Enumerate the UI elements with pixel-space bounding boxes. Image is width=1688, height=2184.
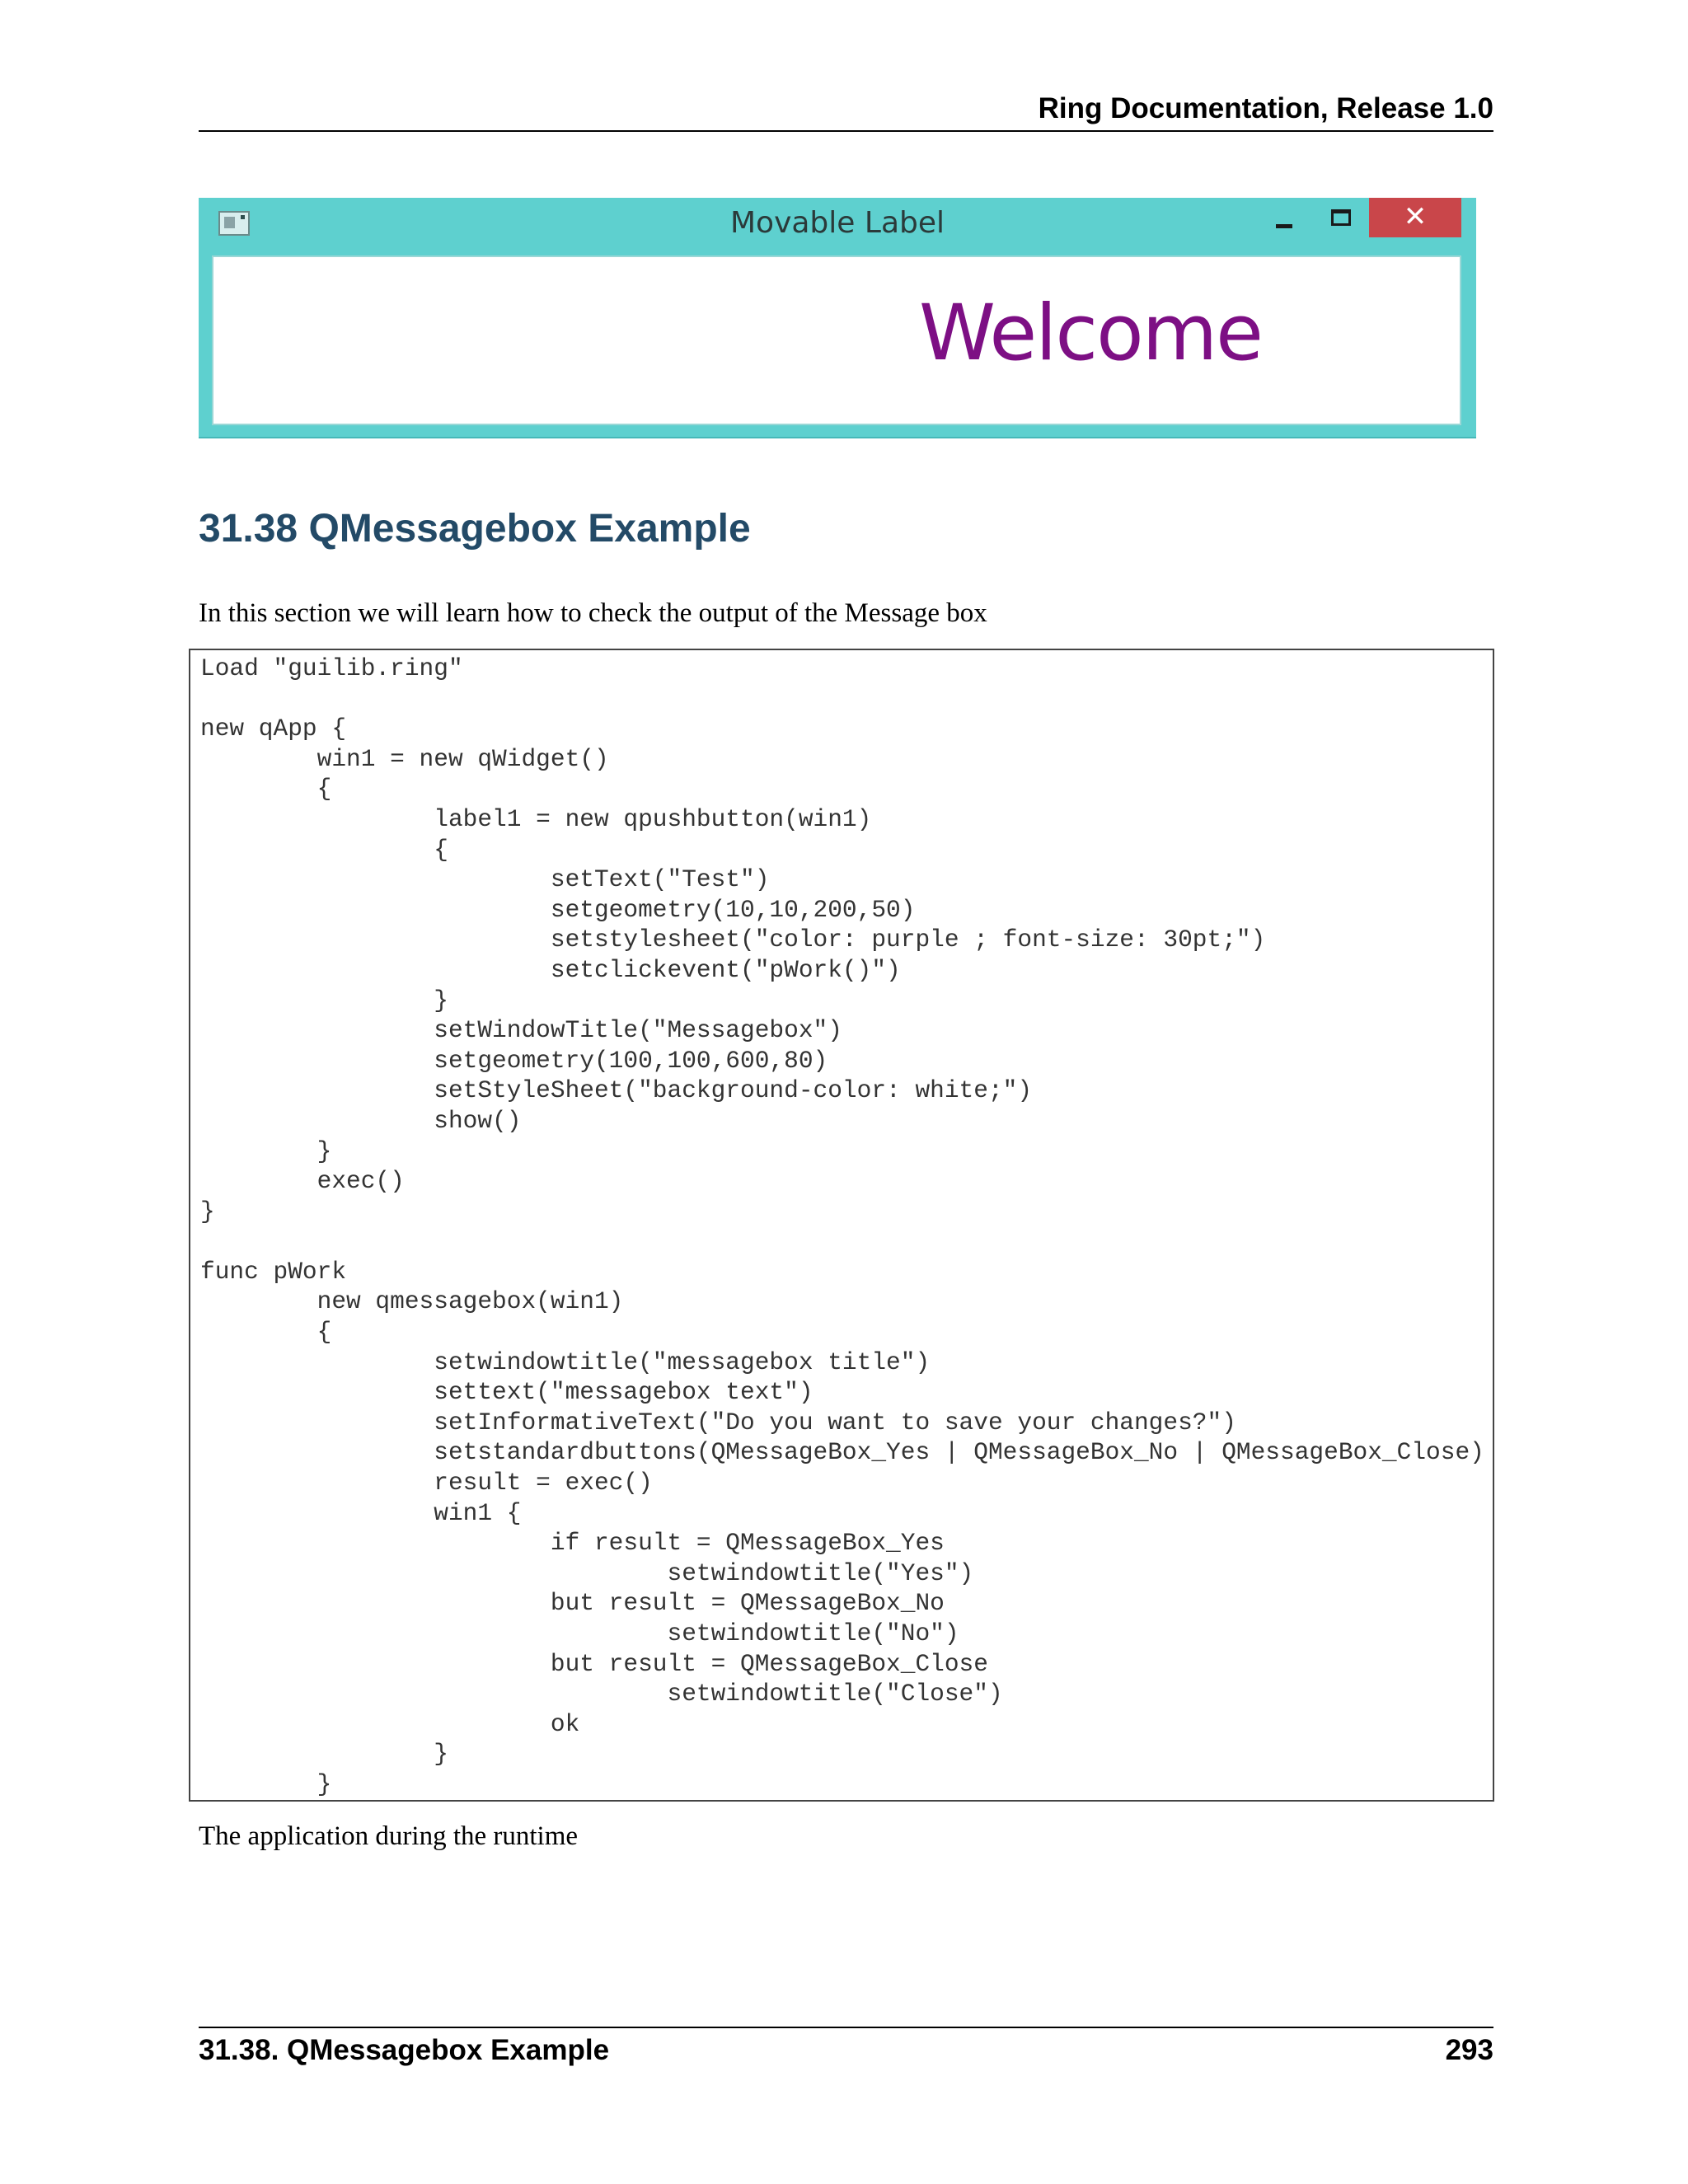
header-rule (199, 130, 1493, 132)
footer-rule (199, 2027, 1493, 2028)
minimize-icon (1276, 224, 1292, 228)
window-title: Movable Label (729, 206, 945, 240)
section-title: 31.38 QMessagebox Example (199, 507, 751, 551)
code-listing: Load "guilib.ring" new qApp { win1 = new qWidget() { label1 = new qpushbutton(win1) { setText("Test") setgeometry(10,10,200,50) setstylesheet("color: purple ; font-size: 30pt;") setclickevent("pWork()") } setWindowTitle("Messagebox") setgeometry(100,100,600,80) setStyleSheet("background-color: white;") show() } exec() } func pWork new qmessagebox(win1) { setwindowtitle("messagebox title") settext("messagebox text") setInformativeText("Do you want to save your changes?") setstandardbuttons(QMessageBox_Yes | QMessageBox_No | QMessageBox_Close) result = exec() win1 { if result = QMessageBox_Yes setwindowtitle("Yes") but result = QMessageBox_No setwindowtitle("No") but result = QMessageBox_Close setwindowtitle("Close") ok } } (200, 654, 1484, 1798)
movable-label-window-screenshot (199, 198, 1476, 438)
maximize-icon (1331, 209, 1351, 226)
welcome-label: Welcome (919, 288, 1262, 378)
close-icon: ✕ (1369, 198, 1461, 237)
window-client-area (212, 255, 1461, 425)
footer-section-ref: 31.38. QMessagebox Example (199, 2034, 610, 2066)
runtime-paragraph: The application during the runtime (199, 1821, 579, 1851)
intro-paragraph: In this section we will learn how to check the output of the Message box (199, 598, 987, 628)
page-number: 293 (1445, 2034, 1493, 2066)
code-block (189, 649, 1494, 1802)
running-header: Ring Documentation, Release 1.0 (1038, 92, 1493, 124)
